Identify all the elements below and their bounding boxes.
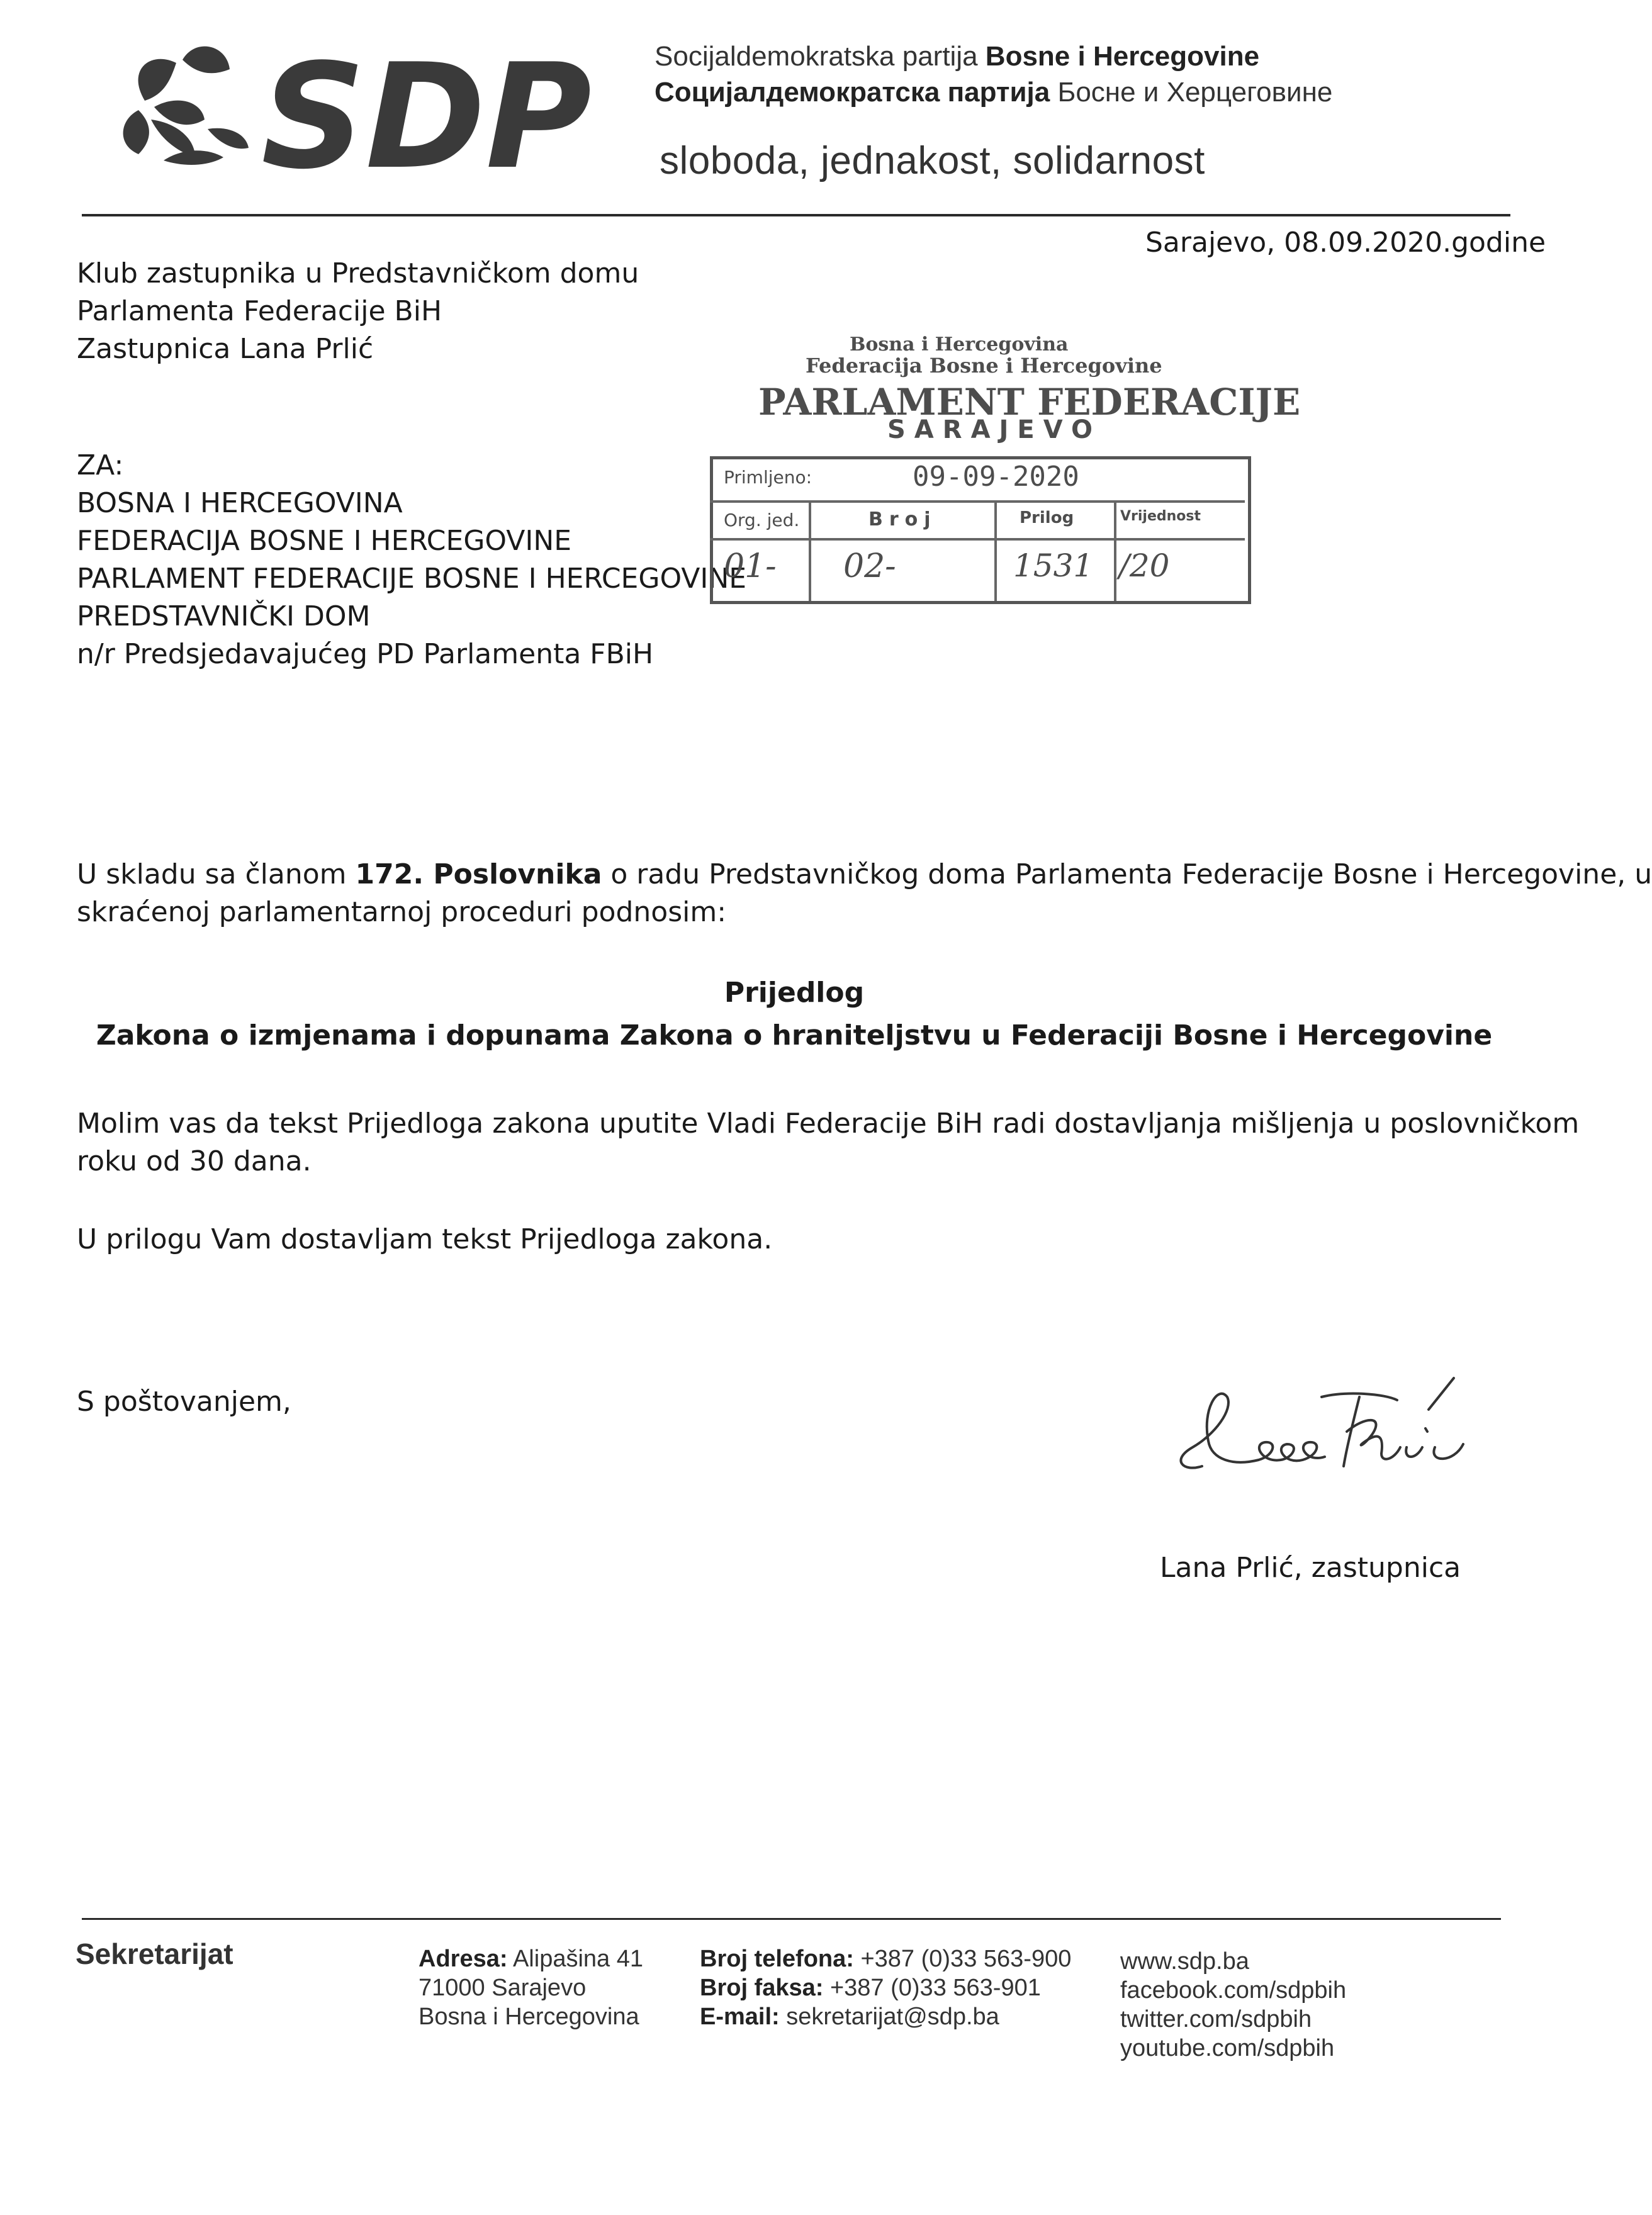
proposal-title: Prijedlog	[724, 977, 865, 1009]
stamp-title: PARLAMENT FEDERACIJE	[758, 381, 1301, 423]
header-divider	[82, 214, 1510, 216]
footer-address: Adresa: Alipašina 41 71000 Sarajevo Bosna i Hercegovina	[419, 1946, 643, 2030]
recipient-line: PARLAMENT FEDERACIJE BOSNE I HERCEGOVINE	[77, 563, 747, 595]
sender-line: Klub zastupnika u Predstavničkom domu	[77, 257, 639, 289]
date-line: Sarajevo, 08.09.2020.godine	[1145, 227, 1546, 259]
footer-facebook-link[interactable]: facebook.com/sdpbih	[1120, 1977, 1347, 2004]
signature-scribble-icon	[1158, 1372, 1485, 1485]
sender-block	[77, 255, 639, 368]
recipient-line: n/r Predsjedavajućeg PD Parlamenta FBiH	[77, 638, 654, 670]
stamp-city: SARAJEVO	[887, 415, 1101, 444]
stamp-handwritten-value: 1531	[1013, 547, 1094, 584]
footer-email-link[interactable]: sekretarijat@sdp.ba	[779, 2004, 999, 2030]
recipient-line: PREDSTAVNIČKI DOM	[77, 600, 371, 632]
signatory-name: Lana Prlić, zastupnica	[1160, 1552, 1461, 1584]
sdp-logo	[101, 25, 592, 201]
request-paragraph: Molim vas da tekst Prijedloga zakona uputite Vladi Federacije BiH radi dostavljanja mišljenja u poslovničkom roku od 30 dana.	[77, 1108, 1580, 1177]
recipient-line: FEDERACIJA BOSNE I HERCEGOVINE	[77, 525, 572, 557]
stamp-received-date: 09-09-2020	[913, 461, 1079, 493]
footer-website-link[interactable]: www.sdp.ba	[1120, 1948, 1249, 1975]
footer-contact: Broj telefona: +387 (0)33 563-900 Broj faksa: +387 (0)33 563-901 E-mail: sekretarijat@sdp.ba	[700, 1946, 1072, 2030]
sender-line: Parlamenta Federacije BiH	[77, 295, 442, 327]
stamp-divider	[710, 538, 1245, 541]
stamp-divider	[710, 500, 1245, 503]
stamp-handwritten-value: 01-	[724, 547, 777, 585]
closing-salutation: S poštovanjem,	[77, 1386, 291, 1418]
signature	[1158, 1372, 1485, 1485]
stamp-handwritten-value: 02-	[843, 547, 896, 585]
recipient-block	[77, 447, 746, 673]
rose-emblem-icon	[101, 25, 592, 201]
stamp-divider	[994, 500, 997, 601]
stamp-col-header: Org. jed.	[724, 510, 800, 530]
footer-twitter-link[interactable]: twitter.com/sdpbih	[1120, 2006, 1312, 2033]
proposal-subtitle: Zakona o izmjenama i dopunama Zakona o hraniteljstvu u Federaciji Bosne i Hercegovine	[96, 1019, 1493, 1051]
attachment-note: U prilogu Vam dostavljam tekst Prijedloga zakona.	[77, 1223, 773, 1255]
party-name-cyrillic: Социјалдемократска партија Босне и Херцеговине	[655, 77, 1333, 108]
party-name-latin: Socijaldemokratska partija Bosne i Hercegovine	[655, 41, 1260, 72]
footer-department: Sekretarijat	[76, 1937, 233, 1970]
stamp-divider	[809, 500, 811, 601]
stamp-line: Federacija Bosne i Hercegovine	[806, 354, 1162, 378]
logo-wordmark: SDP	[261, 33, 592, 201]
intro-paragraph: U skladu sa članom 172. Poslovnika o radu Predstavničkog doma Parlamenta Federacije Bosne i Hercegovine, u skraćenoj parlamentarnoj proceduri podnosim:	[77, 858, 1652, 928]
stamp-col-header: Broj	[868, 508, 937, 530]
stamp-line: Bosna i Hercegovina	[850, 334, 1069, 356]
recipient-label: ZA:	[77, 449, 124, 481]
stamp-handwritten-value: /20	[1119, 547, 1170, 584]
receipt-stamp	[699, 321, 1301, 617]
stamp-divider	[1114, 500, 1116, 601]
footer-youtube-link[interactable]: youtube.com/sdpbih	[1120, 2035, 1335, 2061]
stamp-received-label: Primljeno:	[724, 467, 812, 488]
recipient-line: BOSNA I HERCEGOVINA	[77, 487, 403, 519]
stamp-col-header: Prilog	[1020, 508, 1074, 527]
stamp-col-header: Vrijednost	[1120, 508, 1201, 524]
footer-web-links	[1120, 1947, 1346, 2063]
footer-divider	[82, 1918, 1501, 1920]
sender-line: Zastupnica Lana Prlić	[77, 333, 374, 365]
party-motto: sloboda, jednakost, solidarnost	[660, 139, 1205, 182]
